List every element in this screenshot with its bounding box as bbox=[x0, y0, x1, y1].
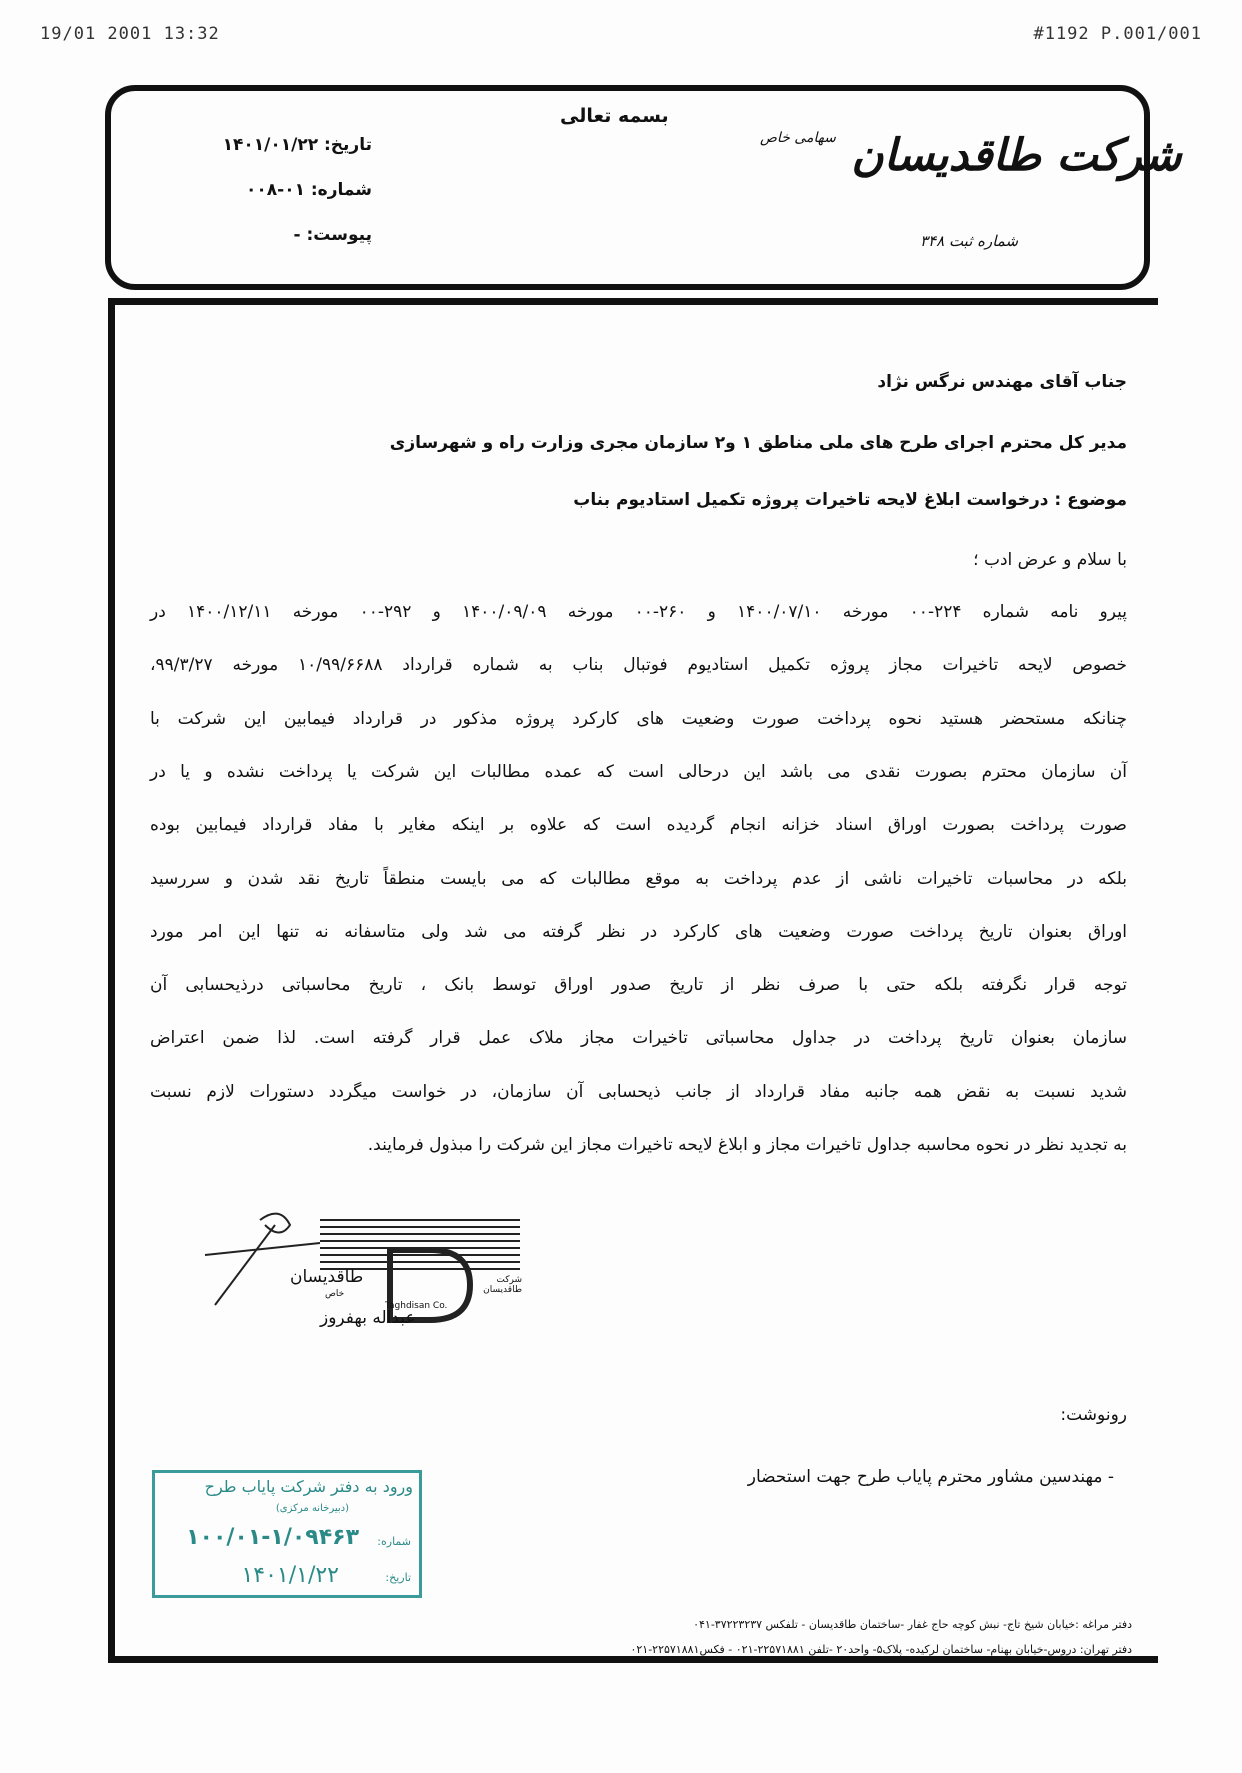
stamp-date-value: ۱۴۰۱/۱/۲۲ bbox=[241, 1563, 339, 1588]
registration-number: شماره ثبت ۳۴۸ bbox=[920, 232, 1019, 250]
number-value: ۰۱-۰۰۸ bbox=[245, 180, 305, 200]
date-label: تاریخ: bbox=[324, 135, 372, 155]
body-line: پیرو نامه شماره ۲۲۴-۰۰ مورخه ۱۴۰۰/۰۷/۱۰ و ۲۶۰-۰۰ مورخه ۱۴۰۰/۰۹/۰۹ و ۲۹۲-۰۰ مورخه ۱۴۰۰/۱۲/۱۱ در bbox=[150, 602, 1128, 622]
body-line: چنانکه مستحضر هستید نحوه پرداخت صورت وضعیت های کارکرد پروژه مذکور در قرارداد فیمابین این شرکت با bbox=[150, 708, 1127, 729]
body-line: بلکه در محاسبات تاخیرات ناشی از عدم پرداخت به موقع مطالبات که می بایست منطقاً تاریخ نقد شدن و سررسید bbox=[150, 868, 1127, 889]
fax-datetime: 19/01 2001 13:32 bbox=[40, 24, 220, 44]
company-logo bbox=[760, 130, 1182, 181]
body-line: به تجدید نظر در نحوه محاسبه جداول تاخیرات مجاز و ابلاغ لایحه تاخیرات مجاز این شرکت را مبذول فرمایند. bbox=[367, 1135, 1127, 1155]
company-name: شرکت طاقدیسان bbox=[851, 130, 1182, 181]
recipient: جناب آقای مهندس نرگس نژاد bbox=[877, 372, 1127, 392]
attachment-value: - bbox=[293, 225, 301, 245]
footer-office-1: دفتر مراغه :خیابان شیخ تاج- نبش کوچه حاج غفار -ساختمان طاقدیسان - تلفکس ۳۷۲۲۳۲۳۷-۰۴۱ bbox=[693, 1618, 1132, 1631]
seal-english: Taghdisan Co. bbox=[385, 1301, 448, 1311]
receipt-stamp bbox=[152, 1470, 422, 1598]
greeting: با سلام و عرض ادب ؛ bbox=[973, 550, 1127, 570]
recipient-title: مدیر کل محترم اجرای طرح های ملی مناطق ۱ و۲ سازمان مجری وزارت راه و شهرسازی bbox=[389, 433, 1127, 453]
signer-name: عبداله بهفروز bbox=[320, 1308, 416, 1328]
date-field bbox=[223, 135, 372, 155]
body-line: توجه قرار نگرفته بلکه حتی با صرف نظر از تاریخ صدور اوراق توسط بانک ، تاریخ محاسباتی درذیحسابی آن bbox=[150, 975, 1127, 996]
stamp-number-value: ۱۰۰/۰۱-۱/۰۹۴۶۳ bbox=[186, 1525, 359, 1550]
stamp-title: ورود به دفتر شرکت پایاب طرح bbox=[204, 1477, 413, 1496]
body-line: شدید نسبت به نقض همه جانبه مفاد قرارداد از جانب ذیحسابی آن سازمان، در خواست میگردد دستورات لازم نسبت bbox=[150, 1081, 1127, 1102]
cc-label: رونوشت: bbox=[1060, 1405, 1127, 1425]
cc-item: - مهندسین مشاور محترم پایاب طرح جهت استحضار bbox=[747, 1467, 1114, 1487]
stamp-number-label: شماره: bbox=[377, 1535, 411, 1548]
body-line: سازمان بعنوان تاریخ پرداخت در جداول محاسباتی تاخیرات مجاز ملاک عمل قرار گرفته است. لذا ضمن اعتراض bbox=[150, 1028, 1127, 1049]
date-value: ۱۴۰۱/۰۱/۲۲ bbox=[222, 135, 319, 155]
subject: موضوع : درخواست ابلاغ لایحه تاخیرات پروژه تکمیل استادیوم بناب bbox=[573, 490, 1127, 510]
stamp-date-label: تاریخ: bbox=[385, 1571, 411, 1584]
footer-office-2: دفتر تهران: دروس-خیابان بهنام- ساختمان لرکیده- پلاک۵- واحد۲۰ -تلفن ۲۲۵۷۱۸۸۱-۰۲۱ - فکس۲۲۵۷۱۸۸۱-۰۲۱ bbox=[630, 1643, 1132, 1656]
company-type: سهامی خاص bbox=[760, 130, 836, 146]
fax-page-ref: #1192 P.001/001 bbox=[1033, 24, 1202, 44]
signature-company-type: خاص bbox=[325, 1289, 345, 1299]
number-field bbox=[246, 180, 372, 200]
attachment-field bbox=[294, 225, 372, 245]
signature-company: طاقدیسان bbox=[290, 1267, 364, 1287]
seal-persian: شرکت طاقدیسان bbox=[483, 1275, 522, 1295]
body-line: خصوص لایحه تاخیرات مجاز پروژه تکمیل استادیوم فوتبال بناب به شماره قرارداد ۱۰/۹۹/۶۶۸۸ مورخه ۹۹/۳/۲۷، bbox=[150, 655, 1127, 676]
stamp-subtitle: (دبیرخانه مرکزی) bbox=[275, 1503, 349, 1514]
attachment-label: پیوست: bbox=[306, 225, 372, 245]
body-line: صورت پرداخت بصورت اوراق اسناد خزانه انجام گردیده است که علاوه بر اینکه مغایر با مفاد قرارداد فیمابین بوده bbox=[150, 815, 1127, 836]
signature-stamp bbox=[200, 1205, 520, 1330]
invocation: بسمه تعالی bbox=[560, 105, 669, 127]
number-label: شماره: bbox=[310, 180, 372, 200]
body-line: آن سازمان محترم بصورت نقدی می باشد این درحالی است که عمده مطالبات این شرکت یا پرداخت نشده و یا در bbox=[150, 761, 1127, 782]
body-line: اوراق بعنوان تاریخ پرداخت صورت وضعیت های کارکرد در نظر گرفته می شد ولی متاسفانه نه تنها این امر مورد bbox=[150, 921, 1127, 942]
